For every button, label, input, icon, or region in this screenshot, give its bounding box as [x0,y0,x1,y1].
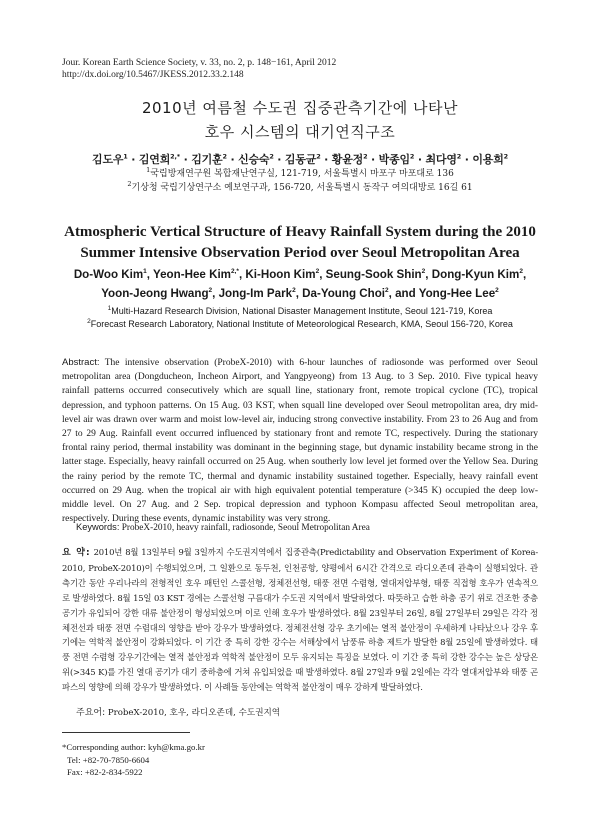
english-author-sup: 2 [519,268,523,276]
korean-author [92,153,128,166]
korean-author-list [0,151,600,167]
english-author-sup: 2 [421,268,426,276]
korean-author [191,153,227,166]
korean-author-name: 황윤정 [331,153,364,166]
english-author [302,287,389,300]
english-author-sup: 2 [495,287,499,295]
english-author-sup: 2 [292,287,296,295]
english-author-sup: 1 [143,268,147,276]
english-title-line-1: Atmospheric Vertical Structure of Heavy Rainfall System during the 2010 [64,224,536,240]
english-title [0,222,600,264]
korean-author [472,153,508,166]
korean-author-sup: 2 [503,152,508,161]
korean-author [285,153,321,166]
english-title-line-2: Summer Intensive Observation Period over Seoul Metropolitan Area [80,245,520,261]
korean-author-name: 김동균 [284,153,317,166]
abstract [62,356,538,526]
english-author [101,287,212,300]
korean-author-sup: 2 [409,152,415,161]
korean-summary-label: 요 약: [62,548,91,558]
corresponding-fax: Fax: +82-2-834-5922 [67,767,143,777]
english-author-list [60,265,540,303]
english-author-sup: 2,* [230,268,239,276]
korean-summary [62,545,538,695]
korean-author-sup: 2 [269,152,274,161]
korean-affiliation-2: $^2$기상청 국립기상연구소 예보연구과, 156-720, 서울특별시 동작구 여의대방로 16길 61 [127,180,473,193]
korean-title [0,96,600,144]
keywords-text: ProbeX-2010, heavy rainfall, radiosonde, Seoul Metropolitan Area [121,523,370,533]
english-author-name: Jong-Im Park [218,287,293,300]
korean-title-line-2: 호우 시스템의 대기연직구조 [204,123,396,141]
english-author-name: Yoon-Jeong Hwang [101,287,209,300]
english-author-name: Do-Woo Kim [73,268,144,281]
correspondence-footnote [62,741,205,779]
korean-author [238,153,274,166]
korean-keywords [76,705,538,718]
journal-doi: http://dx.doi.org/10.5467/JKESS.2012.33.2.148 [62,70,244,80]
keywords [76,522,538,533]
korean-author [139,153,180,166]
author-separator: · [367,153,379,166]
korean-author-name: 박종임 [378,153,410,166]
korean-keywords-text: ProbeX-2010, 호우, 라디오존데, 수도권지역 [107,708,281,718]
english-affiliation-1: $^1$Multi-Hazard Research Division, National Disaster Management Institute, Seoul 121-719, Korea [107,305,493,316]
english-author [153,268,239,281]
english-author-name: and Yong-Hee Lee [395,287,496,300]
korean-author-sup: 2 [316,152,321,161]
footnote-divider [62,732,190,733]
abstract-label: Abstract: [62,357,100,368]
korean-author-name: 김연희 [138,153,171,166]
author-separator: · [127,153,139,166]
english-author-name: Ki-Hoon Kim [245,268,316,281]
korean-author-name: 최다영 [425,153,457,166]
abstract-text: The intensive observation (ProbeX-2010) with 6-hour launches of radiosonde was performed over Seoul metropolitan area (Dongducheon, Incheon Airport, and Yangpyeong) from 13 Aug. to 3 Sep. 2010. Five typical heavy rainfall patterns occurred consecutively which are squall line, stationary front, remote tropical cyclone (TC), tropical depression, and typhoon patterns. On 15 Aug. 03 KST, when squall line developed over Seoul metropolitan area, dry mid-level air was drawn over warm and moist low-level air, inducing strong convective instability. From 23 to 26 Aug and from 27 to 29 Aug. Rainfall event occurred influenced by stationary front and remote TC, respectively. During the stationary frontal rainy period, thermal instability was dominant in the beginning stage, but dynamic instability became strong in the latter stage. Especially, heavy rainfall occurred on 25 Aug. when southerly low level jet formed over the Yellow Sea. During the rainy period by the remote TC, thermal and dynamic instability sustained together. Especially, heavy rainfall event occurred on 29 Aug. when the tropical air with high equivalent potential temperature (>345 K) occupied the deep low-middle level. On 27 Aug. and 2 Sep. tropical depression and typhoon Kompasu affected Seoul metropolitan area, respectively. During these events, dynamic instability was very strong. [62,358,538,525]
author-separator: · [461,153,473,166]
english-author [395,287,499,300]
english-author-name: Da-Young Choi [302,287,386,300]
korean-author [426,153,462,166]
journal-citation: Jour. Korean Earth Science Society, v. 33, no. 2, p. 148−161, April 2012 [62,58,337,68]
english-author-sup: 2 [208,287,213,295]
korean-author-name: 신승숙 [238,153,270,166]
english-author-sup: 2 [385,287,389,295]
english-authors-line-1: Do-Woo Kim$^1$, Yeon-Hee Kim$^{2,*}$, Ki-Hoon Kim$^2$, Seung-Sook Shin$^2$, Dong-Kyun Kim$^2$, [73,268,527,281]
corresponding-tel: Tel: +82-70-7850-6604 [67,754,150,765]
korean-author-name: 김도우 [92,153,124,166]
author-separator: · [273,153,285,166]
korean-affiliation-1: $^1$국립방재연구원 복합재난연구실, 121-719, 서울특별시 마포구 마포대로 136 [146,166,454,179]
korean-author [379,153,415,166]
english-author-name: Yeon-Hee Kim [153,268,231,281]
keywords-label: Keywords: [76,522,120,532]
english-author [432,268,523,281]
korean-keywords-label: 주요어: [76,708,106,718]
korean-author-sup: 2,* [170,152,180,161]
korean-author-name: 김기훈 [191,153,223,166]
korean-author-name: 이용희 [472,153,504,166]
author-separator: · [320,153,332,166]
english-author [219,287,296,300]
journal-header [62,57,336,81]
english-author [326,268,426,281]
english-affiliations [0,305,600,331]
corresponding-author: *Corresponding author: kyh@kma.go.kr [62,742,205,752]
korean-author-sup: 2 [222,152,227,161]
english-author [245,268,319,281]
english-authors-line-2: Yoon-Jeong Hwang$^2$, Jong-Im Park$^2$, Da-Young Choi$^2$, and Yong-Hee Lee$^2$ [101,287,499,300]
english-author-sup: 2 [315,268,320,276]
korean-summary-text: 2010년 8월 13일부터 9월 3일까지 수도권지역에서 집중관측(Predictability and Observation Experiment of Korea-2010, ProbeX-2010)이 수행되었으며, 그 일환으로 동두천, 인천공항, 양평에서 6시간 간격으로 라디오존데 관측이 실행되었다. 관측기간 동안 우리나라의 전형적인 호우 패턴인 스콜선형, 정체전선형, 태풍 전면 수렴형, 열대저압부형, 태풍 직접형 호우가 연속적으로 발생하였다. 8월 15일 03 KST 경에는 스콜선형 구름대가 수도권 지역에서 발달하였다. 따뜻하고 습한 하층 공기 위로 건조한 중층 공기가 유입되어 강한 대류 불안정이 형성되었으며 이로 인해 호우가 발생하였다. 8월 23일부터 26일, 8월 27일부터 29일은 각각 정체전선과 태풍 전면 수렴대의 영향을 받아 강우가 발생하였다. 정체전선형 강우 초기에는 열적 불안정이 우세하게 나타났으나 강우 후기에는 역학적 불안정이 강화되었다. 이 기간 중 특히 강한 강수는 서해상에서 남풍류 하층 제트가 발달한 8월 25일에 발생하였다. 태풍 전면 수렴형 강우기간에는 열적 불안정과 역학적 불안정이 모두 유지되는 특징을 보였다. 이 기간 중 특히 강한 강수는 높은 상당온위(>345 K)를 가진 열대 공기가 대기 중하층에 거쳐 유입되었을 때 발생하였다. 8월 27일과 9월 2일에는 각각 열대저압부와 태풍 곤파스의 영향에 의해 강우가 발생하였다. 이 사례들 동안에는 역학적 불안정이 매우 강하게 발달하였다. [62,547,539,693]
korean-author-sup: 2 [456,152,462,161]
english-author [74,268,147,281]
author-separator: · [226,153,239,166]
english-author-name: Dong-Kyun Kim [431,268,520,281]
korean-title-line-1: 2010년 여름철 수도권 집중관측기간에 나타난 [141,99,459,117]
author-separator: · [179,153,192,166]
author-separator: · [414,153,426,166]
korean-author-sup: 1 [123,152,128,161]
korean-author [332,153,368,166]
english-author-name: Seung-Sook Shin [325,268,422,281]
english-affiliation-2: $^2$Forecast Research Laboratory, National Institute of Meteorological Research, KMA, Seoul 156-720, Korea [87,318,513,329]
korean-author-sup: 2 [363,152,368,161]
